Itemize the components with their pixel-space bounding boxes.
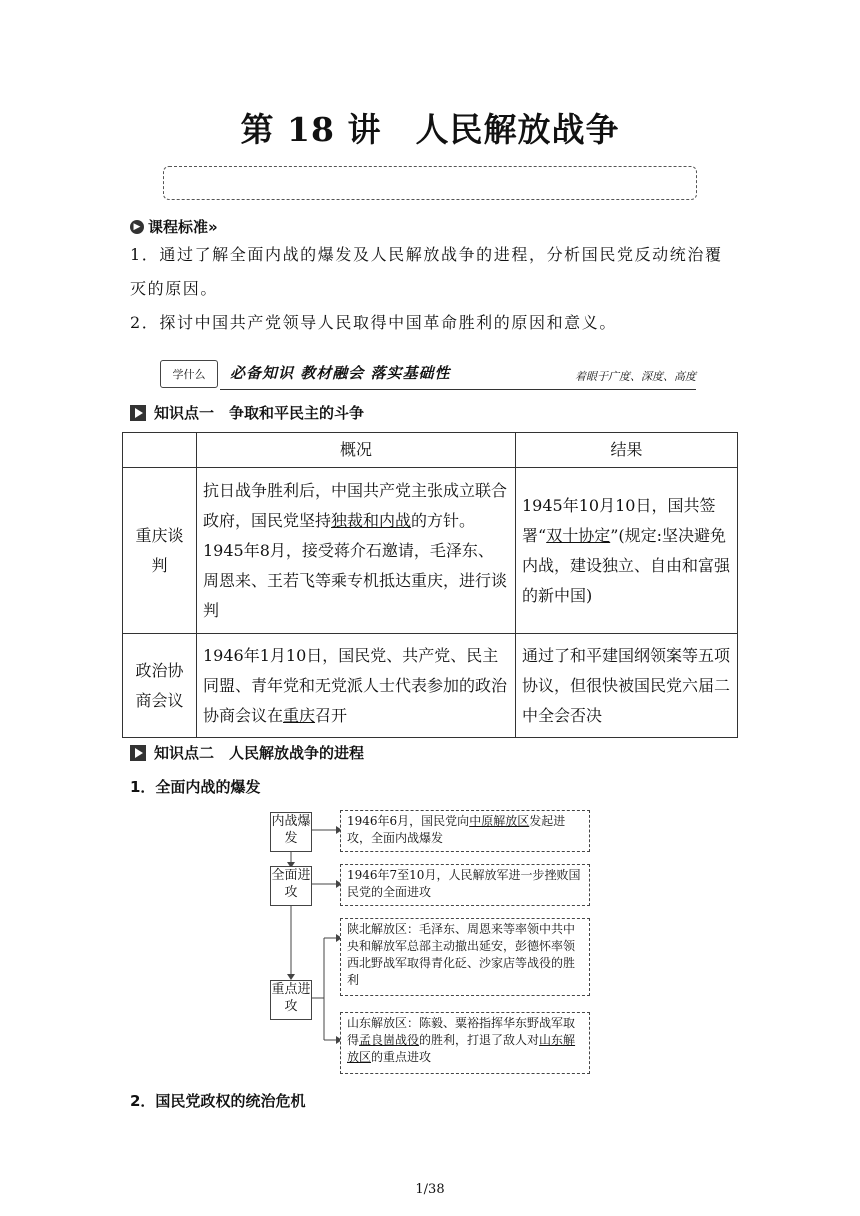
row-name-text: 重庆谈判	[135, 525, 184, 575]
detail-box-4	[340, 1012, 590, 1074]
stage-box-full-attack	[270, 866, 312, 906]
result-underlined: 双十协定	[546, 525, 611, 545]
stage-label: 全面进攻	[271, 868, 311, 900]
header-result: 结果	[516, 433, 738, 468]
banner-title: 必备知识 教材融会 落实基础性	[230, 364, 451, 382]
detail-text: 陕北解放区：毛泽东、周恩来等率领中共中央和解放军总部主动撤出延安，彭德怀率领西北野战军取得青化砭、沙家店等战役的胜利	[347, 922, 576, 987]
header-overview: 概况	[197, 433, 516, 468]
kp2-heading	[130, 742, 364, 763]
detail-box-2	[340, 864, 590, 906]
row-name-text: 政治协商会议	[135, 660, 184, 710]
kp1-heading-label: 知识点一 争取和平民主的斗争	[154, 404, 365, 422]
kp2-heading-label: 知识点二 人民解放战争的进程	[154, 744, 365, 762]
row-result	[516, 634, 738, 738]
header-empty-cell	[123, 433, 197, 468]
standard-item-1: 1．通过了解全面内战的爆发及人民解放战争的进程，分析国民党反动统治覆灭的原因。	[130, 245, 723, 298]
detail-text: 1946年7至10月，人民解放军进一步挫败国民党的全面进攻	[347, 868, 581, 899]
play-triangle-icon	[130, 405, 146, 421]
table-row	[123, 468, 738, 634]
play-triangle-icon	[130, 745, 146, 761]
detail-text-3: 的重点进攻	[371, 1050, 432, 1064]
detail-text: 山东解放区：陈毅、粟裕指挥华东野战军取得	[347, 1016, 576, 1047]
stage-box-outbreak	[270, 812, 312, 852]
arrow-circle-icon: ▶	[130, 220, 144, 234]
banner-rule	[220, 389, 696, 390]
subheading-2: 2．国民党政权的统治危机	[130, 1092, 306, 1110]
stage-label: 重点进攻	[271, 982, 311, 1014]
detail-box-3	[340, 918, 590, 996]
stage-label: 内战爆发	[271, 814, 311, 846]
banner-subtitle: 着眼于广度、深度、高度	[575, 370, 696, 383]
double-chevron-icon: »	[208, 217, 218, 236]
page-title: 第 18 讲 人民解放战争	[240, 110, 620, 149]
row-overview	[197, 468, 516, 634]
kp1-heading	[130, 402, 364, 423]
table-row	[123, 634, 738, 738]
detail-underlined: 中原解放区	[469, 814, 530, 828]
overview-underlined: 独裁和内战	[331, 510, 412, 530]
page-number: 1/38	[415, 1182, 445, 1197]
detail-underlined-2: 山东解放区	[347, 1033, 576, 1064]
standard-item-2: 2．探讨中国共产党领导人民取得中国革命胜利的原因和意义。	[130, 313, 617, 332]
detail-underlined: 孟良崮战役	[359, 1033, 420, 1047]
dashed-box	[163, 166, 697, 200]
result-text-2: ”(规定:坚决避免内战，建设独立、自由和富强的新中国)	[522, 525, 731, 605]
overview-text: 抗日战争胜利后，中国共产党主张成立联合政府，国民党坚持	[203, 480, 508, 530]
row-overview	[197, 634, 516, 738]
standards-heading	[130, 216, 218, 237]
detail-text: 1946年6月，国民党向	[347, 814, 470, 828]
detail-text-2: 发起进攻，全面内战爆发	[347, 814, 566, 845]
result-text: 通过了和平建国纲领案等五项协议，但很快被国民党六届二中全会否决	[522, 645, 731, 725]
section-banner	[160, 360, 696, 390]
knowledge-table	[122, 432, 738, 738]
row-name	[123, 468, 197, 634]
overview-underlined: 重庆	[283, 705, 316, 725]
table-header-row	[123, 433, 738, 468]
overview-text-2: 的方针。1945年8月，接受蒋介石邀请，毛泽东、周恩来、王若飞等乘专机抵达重庆，进行谈判	[203, 510, 508, 620]
row-result	[516, 468, 738, 634]
overview-text: 1946年1月10日，国民党、共产党、民主同盟、青年党和无党派人士代表参加的政治协商会议在	[203, 645, 508, 725]
banner-logo: 学什么	[160, 360, 218, 388]
overview-text-2: 召开	[315, 705, 348, 725]
stage-box-key-attack	[270, 980, 312, 1020]
standards-heading-label: 课程标准	[148, 218, 209, 236]
result-text: 1945年10月10日，国共签署“	[522, 495, 716, 545]
row-name	[123, 634, 197, 738]
detail-box-1	[340, 810, 590, 852]
detail-text-2: 的胜利，打退了敌人对	[419, 1033, 540, 1047]
subheading-1: 1．全面内战的爆发	[130, 778, 261, 796]
